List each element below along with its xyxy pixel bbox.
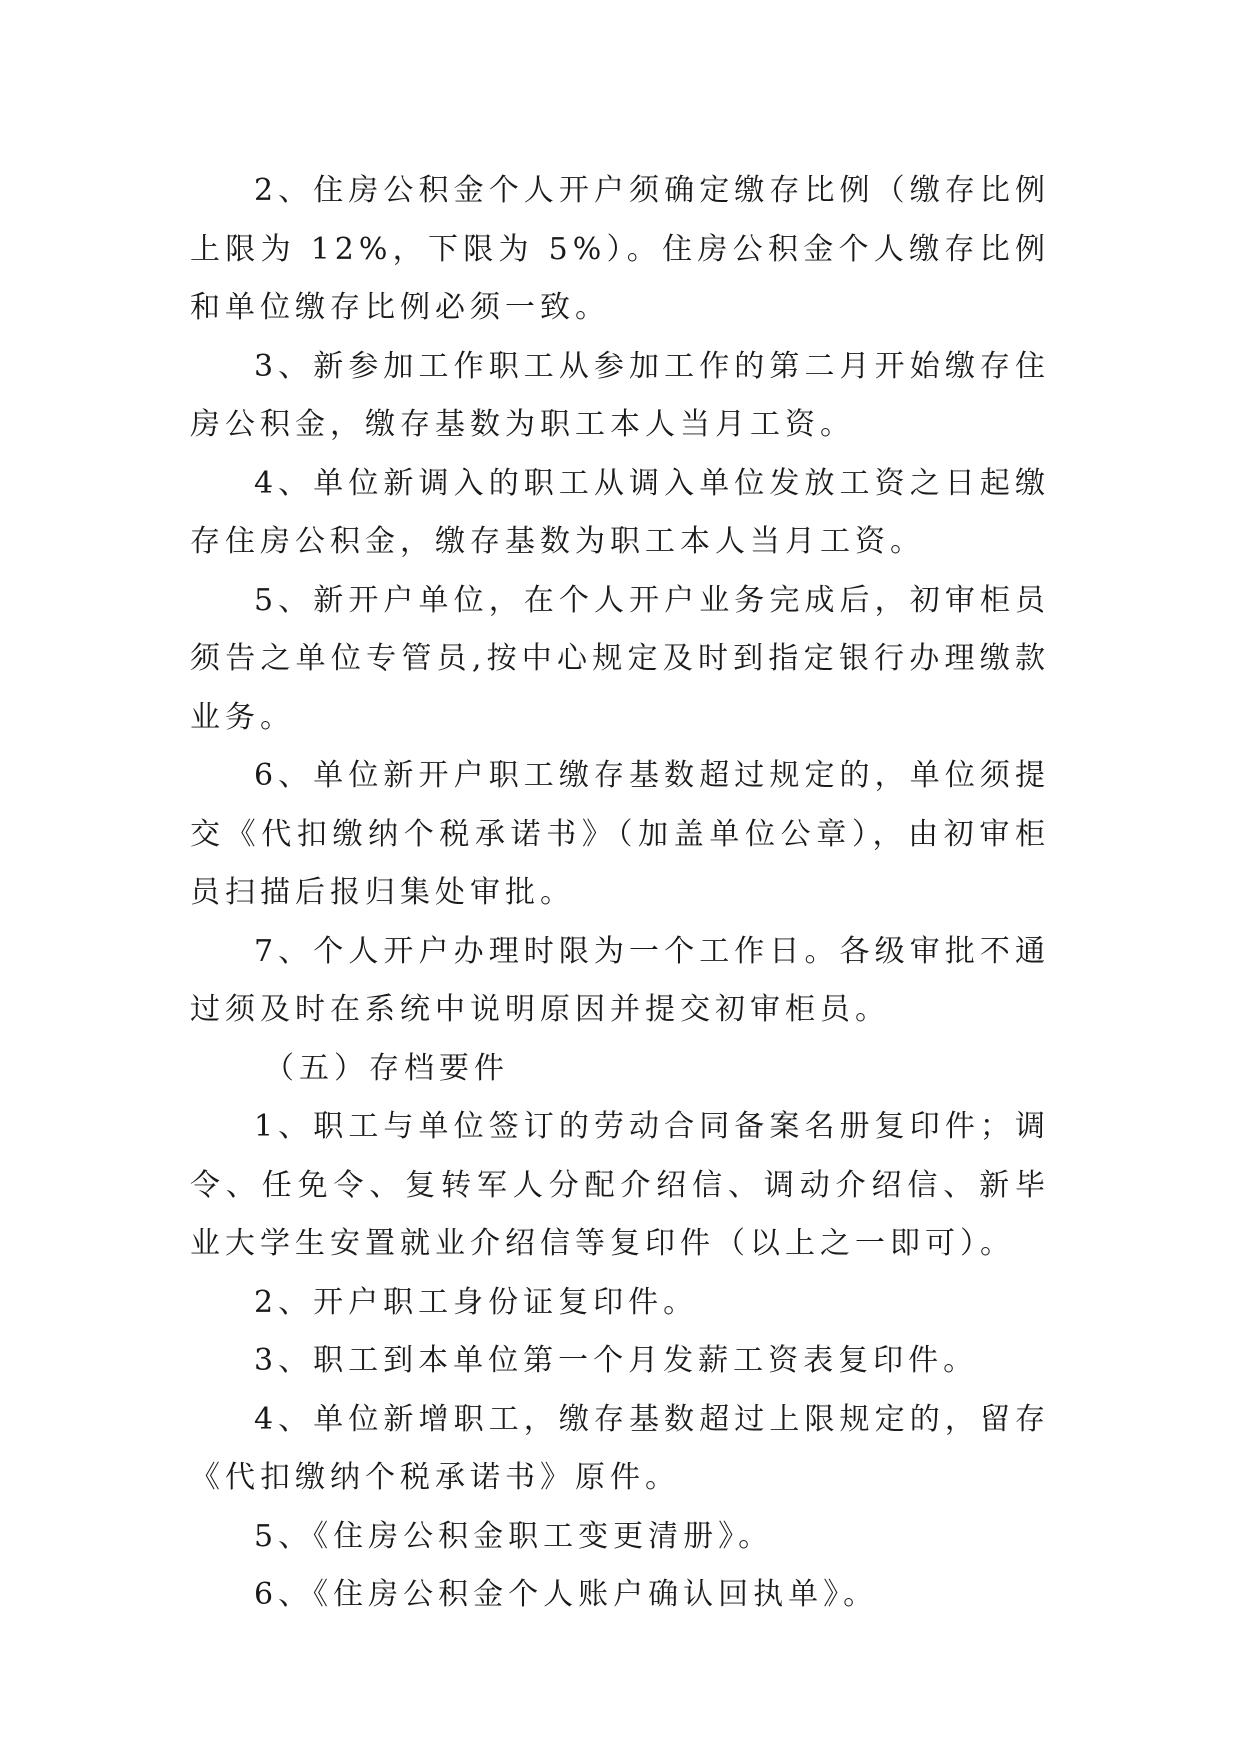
archive-item-5: 5、《住房公积金职工变更清册》。 — [254, 1518, 774, 1554]
paragraph-item-2: 2、住房公积金个人开户须确定缴存比例（缴存比例上限为 12%，下限为 5%）。住房公积金个人缴存比例和单位缴存比例必须一致。 — [190, 173, 1050, 325]
archive-item-3: 3、职工到本单位第一个月发薪工资表复印件。 — [254, 1343, 979, 1378]
paragraph-item-3: 3、新参加工作职工从参加工作的第二月开始缴存住房公积金，缴存基数为职工本人当月工资。 — [190, 348, 1050, 442]
paragraph-item-6: 6、单位新开户职工缴存基数超过规定的，单位须提交《代扣缴纳个税承诺书》（加盖单位公章），由初审柜员扫描后报归集处审批。 — [190, 758, 1050, 910]
document-body — [190, 162, 1050, 1625]
paragraph-item-4: 4、单位新调入的职工从调入单位发放工资之日起缴存住房公积金，缴存基数为职工本人当月工资。 — [190, 465, 1050, 559]
archive-item-6: 6、《住房公积金个人账户确认回执单》。 — [254, 1577, 879, 1612]
section-heading: （五）存档要件 — [264, 1050, 509, 1086]
paragraph-item-7: 7、个人开户办理时限为一个工作日。各级审批不通过须及时在系统中说明原因并提交初审柜员。 — [190, 933, 1050, 1027]
archive-item-4: 4、单位新增职工，缴存基数超过上限规定的，留存《代扣缴纳个税承诺书》原件。 — [190, 1401, 1050, 1495]
archive-item-1: 1、职工与单位签订的劳动合同备案名册复印件；调令、任免令、复转军人分配介绍信、调动介绍信、新毕业大学生安置就业介绍信等复印件（以上之一即可）。 — [190, 1109, 1050, 1261]
archive-item-2: 2、开户职工身份证复印件。 — [254, 1284, 699, 1320]
paragraph-item-5: 5、新开户单位，在个人开户业务完成后，初审柜员须告之单位专管员,按中心规定及时到指定银行办理缴款业务。 — [190, 582, 1050, 735]
